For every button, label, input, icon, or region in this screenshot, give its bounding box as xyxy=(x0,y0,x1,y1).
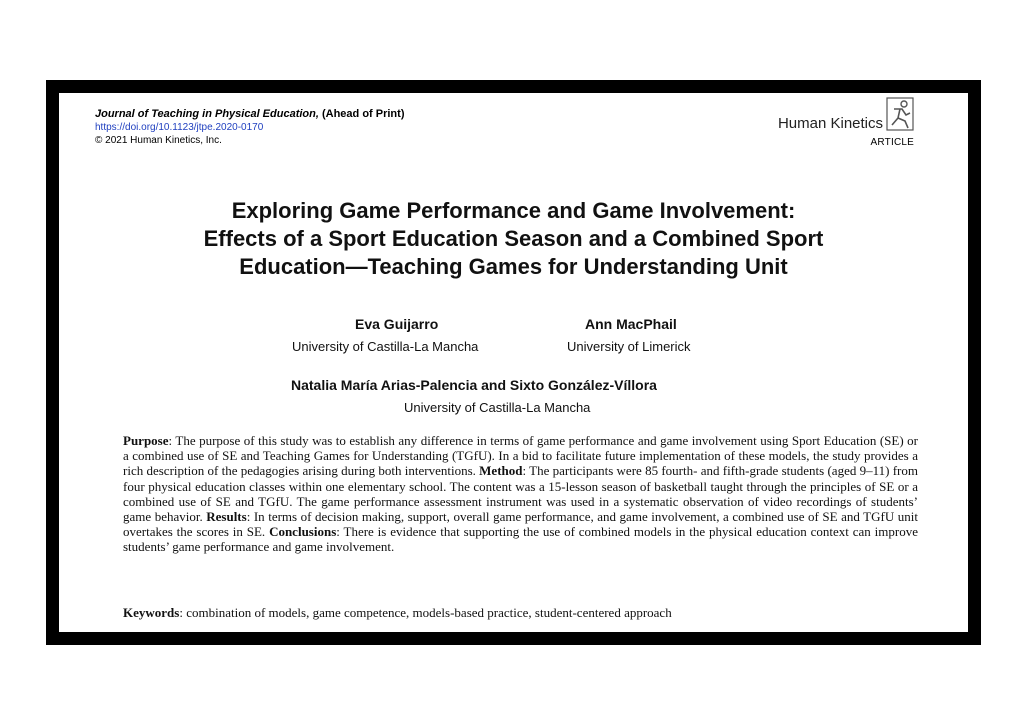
publisher-block xyxy=(777,97,940,149)
human-kinetics-logo-icon xyxy=(886,97,914,131)
journal-status: (Ahead of Print) xyxy=(321,108,405,120)
journal-name: Journal of Teaching in Physical Education, xyxy=(95,108,319,120)
author-name: Natalia María Arias-Palencia and Sixto González-Víllora xyxy=(291,377,657,393)
method-text: : The participants were 85 fourth- and fifth-grade students (aged 9–11) from four physical education classes within one elementary school. The content was a 15-lesson season of basketball taught through the principles of SE or a combined use of SE and TGfU. The game performance assessment instrument was used in a systematic observation of video recordings of students’ game behavior. xyxy=(123,463,918,525)
journal-line xyxy=(95,107,404,121)
copyright: © 2021 Human Kinetics, Inc. xyxy=(95,135,222,146)
keywords-label: Keywords xyxy=(123,605,180,620)
results-label: Results xyxy=(206,509,247,525)
purpose-text: : The purpose of this study was to establish any difference in terms of game performance and game involvement using Sport Education (SE) or a combined use of SE and Teaching Games for Understanding (TGfU). In a bid to facilitate future implementation of these models, the study provides a rich description of the pedagogies arising during both interventions. xyxy=(123,433,918,479)
conclusions-label: Conclusions xyxy=(269,524,337,540)
title-line: Exploring Game Performance and Game Involvement: xyxy=(231,198,796,223)
results-text: : In terms of decision making, support, overall game performance, and game involvement, a combined use of SE and TGfU unit overtakes the scores in SE. xyxy=(123,509,918,540)
conclusions-text: : There is evidence that supporting the use of combined models in the physical education context can improve students’ game performance and game involvement. xyxy=(123,524,918,555)
author-name: Eva Guijarro xyxy=(355,316,439,332)
doi-link[interactable]: https://doi.org/10.1123/jtpe.2020-0170 xyxy=(95,122,264,133)
keywords xyxy=(123,605,918,621)
author-name: Ann MacPhail xyxy=(585,316,677,332)
paper-page xyxy=(59,93,968,632)
title-line: Effects of a Sport Education Season and a Combined Sport xyxy=(203,226,824,251)
author-affiliation: University of Limerick xyxy=(567,339,691,354)
method-label: Method xyxy=(479,463,523,479)
purpose-label: Purpose xyxy=(123,433,169,448)
title-line: Education—Teaching Games for Understanding Unit xyxy=(239,254,788,279)
article-type-label: ARTICLE xyxy=(870,137,914,148)
publisher-name: Human Kinetics xyxy=(777,115,883,132)
abstract xyxy=(123,433,918,555)
author-affiliation: University of Castilla-La Mancha xyxy=(404,400,591,415)
paper-title xyxy=(59,197,968,281)
author-affiliation: University of Castilla-La Mancha xyxy=(292,339,479,354)
keywords-text: : combination of models, game competence, models-based practice, student-centered approach xyxy=(179,605,672,620)
